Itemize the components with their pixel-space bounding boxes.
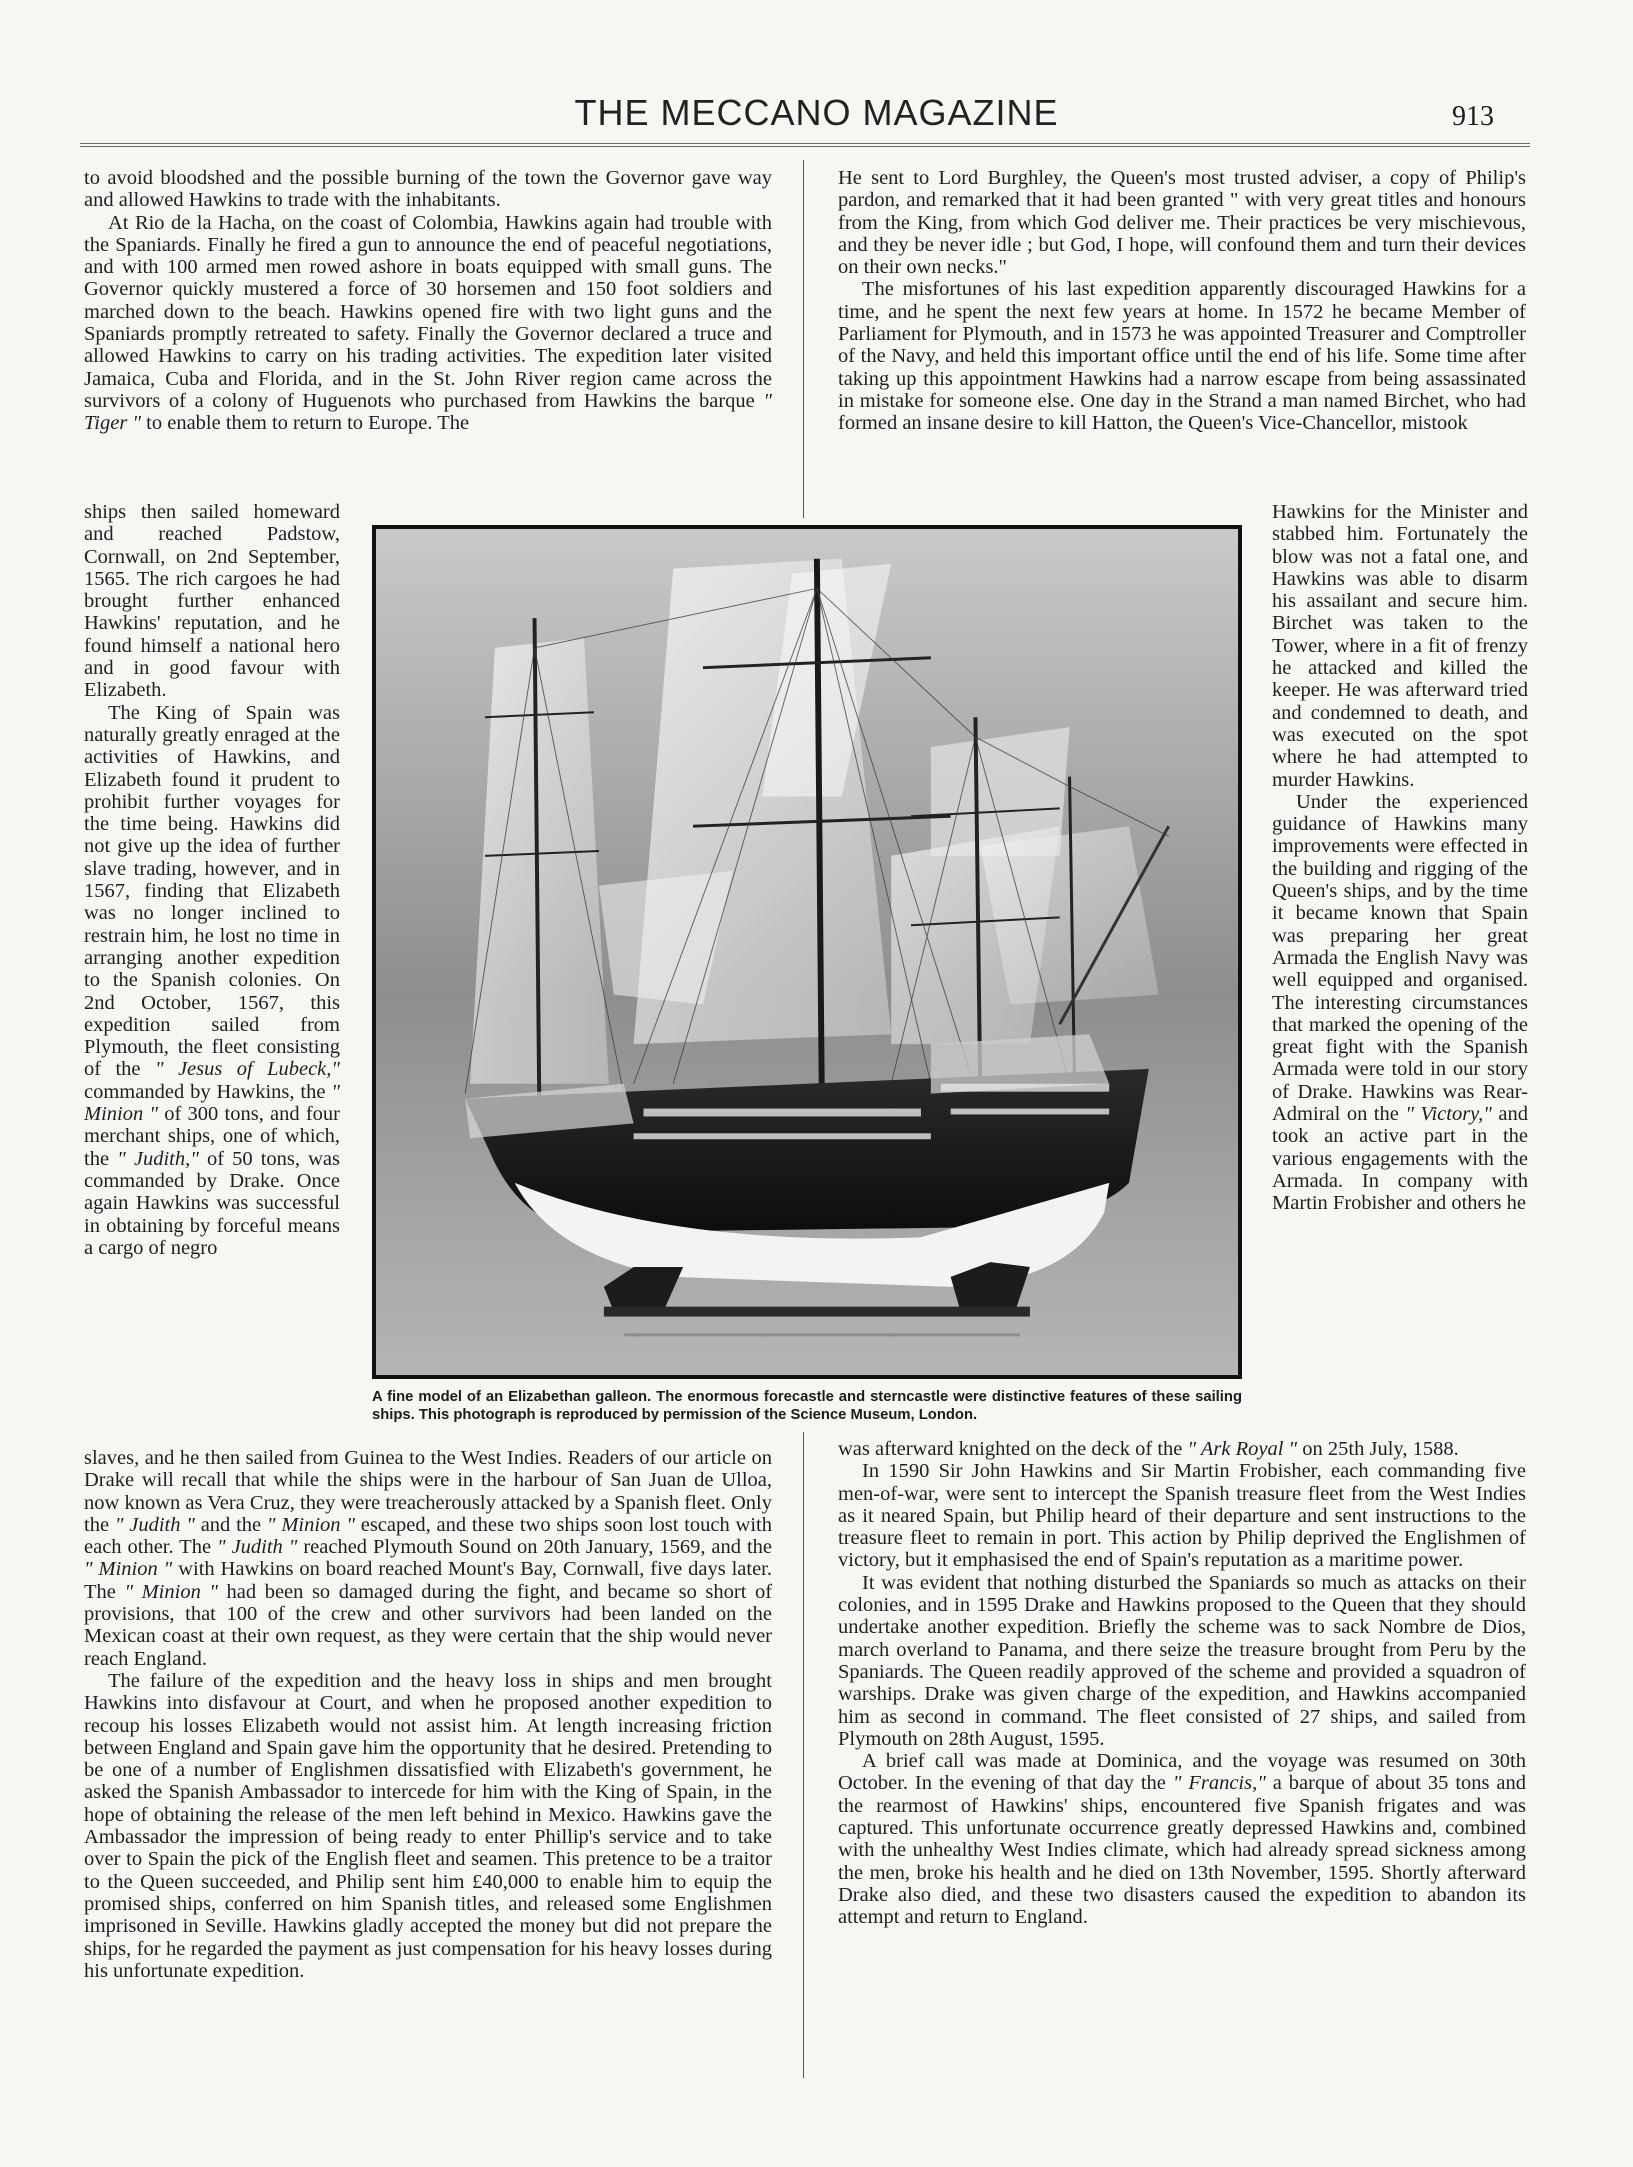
photo-caption: A fine model of an Elizabethan galleon. The enormous forecastle and sterncastle were distinctive features of these sailing ships. This photograph is reproduced by permission of the Science Museum, London.	[372, 1389, 1242, 1423]
paragraph: The failure of the expedition and the heavy loss in ships and men brought Hawkins into disfavour at Court, and when he proposed another expedition to recoup his losses Elizabeth would not assist him. At length increasing friction between England and Spain gave him the opportunity that he desired. Pretending to be one of a number of Englishmen dissatisfied with Elizabeth's government, he asked the Spanish Ambassador to intercede for him with the King of Spain, in the hope of obtaining the release of the men left behind in Mexico. Hawkins gave the Ambassador the impression of being ready to enter Phillip's service and to take over to Spain the pick of the English fleet and seamen. This pretence to be a traitor to the Queen succeeded, and Philip sent him £40,000 to enable him to equip the promised ships, conferred on him Spanish titles, and released some Englishmen imprisoned in Seville. Hawkins gladly accepted the money but did not prepare the ships, for he regarded the payment as just compensation for his heavy losses during his unfortunate expedition.	[84, 1669, 772, 1982]
galleon-model-illustration	[376, 529, 1238, 1375]
left-column-bottom	[84, 1447, 772, 2087]
right-column-top	[838, 167, 1526, 500]
paragraph: A brief call was made at Dominica, and the voyage was resumed on 30th October. In the evening of that day the " Francis," a barque of about 35 tons and the rearmost of Hawkins' ships, encountered five Spanish frigates and was captured. This unfortunate occurrence greatly depressed Hawkins and, combined with the unhealthy West Indies climate, which had already spread sickness among the men, broke his health and he died on 13th November, 1595. Shortly afterward Drake also died, and these two disasters caused the expedition to abandon its attempt and return to England.	[838, 1750, 1527, 1929]
paragraph: Under the experienced guidance of Hawkins many improvements were effected in the building and rigging of the Queen's ships, and by the time it became known that Spain was preparing her great Armada the English Navy was well equipped and organised. The interesting circumstances that marked the opening of the great fight with the Spanish Armada were told in our story of Drake. Hawkins was Rear-Admiral on the " Victory," and took an active part in the various engagements with the Armada. In company with Martin Frobisher and others he	[1272, 790, 1528, 1215]
paragraph: Hawkins for the Minister and stabbed him. Fortunately the blow was not a fatal one, and Hawkins was able to disarm his assailant and secure him. Birchet was taken to the Tower, where in a fit of frenzy he attacked and killed the keeper. He was afterward tried and condemned to death, and was executed on the spot where he had attempted to murder Hawkins.	[1272, 501, 1528, 791]
left-column-top	[84, 167, 772, 500]
left-column-narrow	[84, 501, 340, 1446]
paragraph: to avoid bloodshed and the possible burning of the town the Governor gave way and allowed Hawkins to trade with the inhabitants.	[84, 167, 772, 212]
right-column-bottom	[838, 1438, 1526, 2088]
right-column-narrow	[1272, 501, 1528, 1441]
paragraph: It was evident that nothing disturbed the Spaniards so much as attacks on their colonies, and in 1595 Drake and Hawkins proposed to the Queen that they should undertake another expedition. Briefly the scheme was to sack Nombre de Dios, march overland to Panama, and there seize the treasure brought from Peru by the Spaniards. The Queen readily approved of the scheme and provided a squadron of warships. Drake was given charge of the expedition, and Hawkins accompanied him as second in command. The fleet consisted of 27 ships, and sailed from Plymouth on 28th August, 1595.	[838, 1571, 1526, 1750]
column-divider-bottom	[803, 1432, 804, 2078]
galleon-photograph	[372, 525, 1242, 1379]
paragraph: The King of Spain was naturally greatly enraged at the activities of Hawkins, and Elizabeth found it prudent to prohibit further voyages for the time being. Hawkins did not give up the idea of further slave trading, however, and in 1567, finding that Elizabeth was no longer inclined to restrain him, he lost no time in arranging another expedition to the Spanish colonies. On 2nd October, 1567, this expedition sailed from Plymouth, the fleet consisting of the " Jesus of Lubeck," commanded by Hawkins, the " Minion " of 300 tons, and four merchant ships, one of which, the " Judith," of 50 tons, was commanded by Drake. Once again Hawkins was successful in obtaining by forceful means a cargo of negro	[84, 701, 341, 1259]
paragraph: slaves, and he then sailed from Guinea to the West Indies. Readers of our article on Drake will recall that while the ships were in the harbour of San Juan de Ulloa, now known as Vera Cruz, they were treacherously attacked by a Spanish fleet. Only the " Judith " and the " Minion " escaped, and these two ships soon lost touch with each other. The " Judith " reached Plymouth Sound on 20th January, 1569, and the " Minion " with Hawkins on board reached Mount's Bay, Cornwall, five days later. The " Minion " had been so damaged during the fight, and became so short of provisions, that 100 of the crew and other survivors had been landed on the Mexican coast at their own request, as they were certain that the ship would never reach England.	[84, 1447, 773, 1670]
paragraph: ships then sailed homeward and reached Padstow, Cornwall, on 2nd September, 1565. The rich cargoes he had brought further enhanced Hawkins' reputation, and he found himself a national hero and in good favour with Elizabeth.	[84, 501, 340, 702]
column-divider-top	[803, 160, 804, 518]
paragraph: At Rio de la Hacha, on the coast of Colombia, Hawkins again had trouble with the Spaniards. Finally he fired a gun to announce the end of peaceful negotiations, and with 100 armed men rowed ashore in boats equipped with small guns. The Governor quickly mustered a force of 30 horsemen and 150 foot soldiers and marched down to the beach. Hawkins opened fire with two light guns and the Spaniards promptly retreated to safety. Finally the Governor declared a truce and allowed Hawkins to carry on his trading activities. The expedition later visited Jamaica, Cuba and Florida, and in the St. John River region came across the survivors of a colony of Huguenots who purchased from Hawkins the barque " Tiger " to enable them to return to Europe. The	[84, 211, 772, 435]
paragraph: In 1590 Sir John Hawkins and Sir Martin Frobisher, each commanding five men-of-war, were sent to intercept the Spanish treasure fleet from the West Indies as it neared Spain, but Philip heard of their departure and sent instructions to the treasure fleet to remain in port. This action by Philip deprived the Englishmen of victory, but it emphasised the end of Spain's reputation as a maritime power.	[838, 1460, 1526, 1572]
paragraph: The misfortunes of his last expedition apparently discouraged Hawkins for a time, and he spent the next few years at home. In 1572 he became Member of Parliament for Plymouth, and in 1573 he was appointed Treasurer and Comptroller of the Navy, and held this important office until the end of his life. Some time after taking up this appointment Hawkins had a narrow escape from being assassinated in mistake for someone else. One day in the Strand a man named Birchet, who had formed an insane desire to kill Hatton, the Queen's Vice-Chancellor, mistook	[838, 278, 1526, 435]
header-rule	[80, 143, 1530, 147]
page-number: 913	[1452, 101, 1494, 132]
paragraph: He sent to Lord Burghley, the Queen's most trusted adviser, a copy of Philip's pardon, and remarked that it had been granted " with very great titles and honours from the King, from which God deliver me. Their practices be very mischievous, and they be never idle ; but God, I hope, will confound them and turn their devices on their own necks."	[838, 167, 1526, 279]
paragraph: was afterward knighted on the deck of the " Ark Royal " on 25th July, 1588.	[838, 1438, 1459, 1460]
magazine-title: THE MECCANO MAGAZINE	[574, 92, 1059, 133]
